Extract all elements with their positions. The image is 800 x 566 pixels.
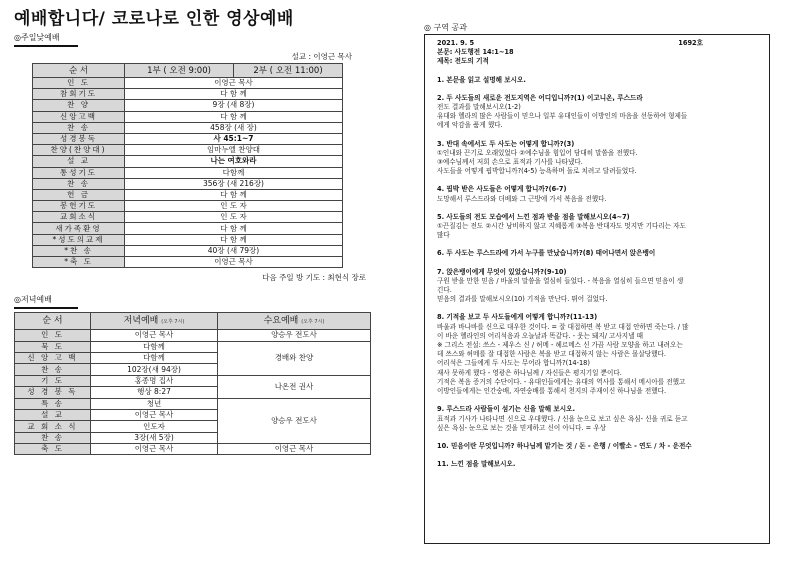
order-value: 인 도 자 — [125, 212, 343, 223]
table-row — [33, 234, 343, 245]
table-row — [33, 201, 343, 212]
study-answer: 바울과 바나바를 신으로 대우한 것이다. = 잘 대접하면 복 받고 대접 안하면 죽는다. / 많 — [437, 322, 689, 331]
table-header-row — [33, 64, 343, 78]
issue-number: 1692호 — [678, 39, 703, 47]
next-week-prayer: 다음 주일 방 기도 : 최현식 장로 — [262, 273, 366, 283]
study-answer: 데 쓰스와 허메를 잘 대접한 사람은 복을 받고 대접하지 않는 사람은 몰살당했다. — [437, 350, 666, 359]
evening-value: 다함께 — [91, 352, 218, 363]
study-question: 10. 믿음이란 무엇입니까? 하나님께 맡기는 것 / 돈 - 은행 / 이빨소 - 연도 / 차 - 운전수 — [437, 441, 692, 450]
order-label: *성도의교제 — [33, 234, 125, 245]
evening-value: 이영근 목사 — [91, 330, 218, 341]
study-answer: 도망해서 루스드라와 더베와 그 근방에 가서 복음을 전했다. — [437, 194, 607, 203]
table-row — [15, 398, 371, 409]
study-question: 7. 앉은뱅이에게 무엇이 있었습니까?(9-10) — [437, 267, 567, 276]
morning-service-table — [32, 63, 343, 268]
study-answer: ③예수님께서 저희 손으로 표적과 기사를 나타냈다. — [437, 158, 583, 167]
table-row — [33, 145, 343, 156]
issue-line — [437, 39, 763, 48]
table-row — [15, 341, 371, 352]
section-divider — [14, 307, 78, 309]
evening-value: 다함께 — [91, 341, 218, 352]
study-answer: 이 바운 헬라인의 어리석음과 오늘날과 똑같다. - 웃는 돼지/ 고사지낼 때 — [437, 331, 644, 340]
table-row — [33, 212, 343, 223]
study-answer: 구원 받을 만한 믿음 / 바울의 말씀을 열심히 들었다. - 복음을 열심히 들으면 믿음이 생 — [437, 276, 684, 285]
order-label: *찬 송 — [33, 245, 125, 256]
order-value: 인 도 자 — [125, 201, 343, 212]
order-value: 356장 (새 216장) — [125, 178, 343, 189]
order-label: 인 도 — [15, 330, 91, 341]
order-value: 다 함 께 — [125, 234, 343, 245]
order-value: 다 함 께 — [125, 89, 343, 100]
order-label: 성 경 봉 독 — [15, 387, 91, 398]
study-box — [424, 34, 770, 544]
bible-study-column — [424, 22, 770, 544]
order-label: 특 송 — [15, 398, 91, 409]
study-answer: 전도 결과를 말해보시오(1-2) — [437, 103, 521, 112]
order-label: 통성기도 — [33, 167, 125, 178]
order-label: 새가족환영 — [33, 223, 125, 234]
evening-value: 이영근 목사 — [91, 444, 218, 455]
study-answer: 긴다. — [437, 286, 452, 295]
study-question: 2. 두 사도들의 새로운 전도지역은 어디입니까?(1) 이고니온, 루스드라 — [437, 93, 643, 102]
order-value: 다 함 께 — [125, 223, 343, 234]
study-answer: 에게 악감을 품게 했다. — [437, 121, 503, 130]
scripture-passage: 본문: 사도행전 14:1~18 — [437, 48, 514, 57]
order-label: 찬 양 — [33, 100, 125, 111]
study-answer: 많다 — [437, 231, 450, 240]
table-row — [33, 156, 343, 167]
order-label: 찬양(찬양대) — [33, 145, 125, 156]
study-question: 8. 기적을 보고 두 사도들에게 어떻게 합니까?(11-13) — [437, 313, 598, 322]
table-header-row — [15, 313, 371, 330]
table-row — [33, 167, 343, 178]
order-label: 찬 송 — [15, 432, 91, 443]
order-label: 성경봉독 — [33, 133, 125, 144]
sermon-subject: 제목: 전도의 기적 — [437, 57, 489, 66]
study-answer: ※ 그리스 전설: 쓰스 - 제우스 신 / 허메 - 헤르메스 신 가끔 사람 모양을 하고 내려오는 — [437, 341, 683, 350]
order-label: 참회기도 — [33, 89, 125, 100]
table-row — [33, 78, 343, 89]
study-answer: ①끈질김는 전도 ②시간 낭비하지 않고 지혜롭게 ③복음 반대자도 멋지만 기다리는 자도 — [437, 222, 686, 231]
study-question: 11. 느낀 점을 말해보시오. — [437, 460, 516, 469]
section-divider — [14, 45, 78, 47]
column-header: 순 서 — [33, 64, 125, 78]
evening-value: 이영근 목사 — [91, 409, 218, 420]
order-label: 봉헌기도 — [33, 201, 125, 212]
order-label: 기 도 — [15, 375, 91, 386]
order-label: 찬 송 — [15, 364, 91, 375]
table-row — [33, 111, 343, 122]
evening-value: 102장(새 94장) — [91, 364, 218, 375]
order-value: 이영근 목사 — [125, 78, 343, 89]
order-label: 신앙고백 — [33, 111, 125, 122]
table-row — [15, 444, 371, 455]
table-row — [33, 100, 343, 111]
order-label: 교 회 소 식 — [15, 421, 91, 432]
section-heading-study: ◎ 구역 공과 — [424, 23, 467, 32]
order-value: 사 45:1~7 — [125, 133, 343, 144]
order-label: 찬 송 — [33, 122, 125, 133]
study-questions — [437, 76, 763, 470]
issue-date: 2021. 9. 5 — [437, 39, 475, 47]
table-row — [33, 257, 343, 268]
study-answer: 믿음의 결과를 말해보시오(10) 기적을 만난다. 뛰어 걸었다. — [437, 295, 608, 304]
order-value: 나는 여호와라 — [125, 156, 343, 167]
order-label: 교회소식 — [33, 212, 125, 223]
table-row — [33, 223, 343, 234]
study-question: 4. 핍박 받은 사도들은 어떻게 합니까?(6-7) — [437, 185, 567, 194]
study-question: 6. 두 사도는 루스드라에 가서 누구를 만났습니까?(8) 태어나면서 앉은뱅이 — [437, 249, 656, 258]
study-answer: 이방인들에게는 인간숭배, 자연숭배를 통해서 천지의 주재이신 하나님을 전했다. — [437, 387, 667, 396]
evening-header: 저녁예배 — [123, 315, 159, 326]
order-label: 신 앙 고 백 — [15, 352, 91, 363]
column-header — [91, 313, 218, 330]
wednesday-time: (오후 7시) — [301, 318, 325, 325]
evening-value: 홍종명 집사 — [91, 375, 218, 386]
order-value: 다함께 — [125, 167, 343, 178]
table-row — [15, 330, 371, 341]
order-value: 40장 (새 79장) — [125, 245, 343, 256]
study-answer: 표적과 기사가 나타나면 신으로 우대했다. / 신을 눈으로 보고 싶은 욕심- 신을 귀로 듣고 — [437, 414, 688, 423]
study-question: 3. 반대 속에서도 두 사도는 어떻게 합니까?(3) — [437, 139, 575, 148]
study-answer: 싶은 욕심- 눈으로 보는 것을 믿게하고 신이 아니다. = 우상 — [437, 423, 606, 432]
study-answer: 재사 못하게 했다 - 영광은 하나님께 / 자신들은 평지기일 뿐이다. — [437, 368, 622, 377]
study-answer: 사도들을 어떻게 핍박합니까?(4-5) 능욕하며 돌로 치려고 달려들었다. — [437, 167, 637, 176]
order-label: 설 교 — [15, 409, 91, 420]
column-header: 2부 ( 오전 11:00) — [234, 64, 343, 78]
table-row — [33, 245, 343, 256]
order-value: 다 함 께 — [125, 111, 343, 122]
table-row — [33, 133, 343, 144]
table-row — [15, 375, 371, 386]
page-title: 예배합니다/ 코로나로 인한 영상예배 — [14, 9, 294, 29]
wednesday-value: 나온전 권사 — [218, 375, 371, 398]
wednesday-header: 수요예배 — [263, 315, 299, 326]
study-question: 5. 사도들의 전도 모습에서 느낀 점과 받을 점을 말해보시오(4~7) — [437, 212, 630, 221]
column-header — [218, 313, 371, 330]
study-answer: 기적은 복음 증거의 수단이다. - 유대인들에게는 유대의 역사를 통해서 메시아를 전했고 — [437, 377, 686, 386]
wednesday-value: 경배와 찬양 — [218, 341, 371, 375]
table-row — [33, 122, 343, 133]
section-heading-morning: ◎주일낮예배 — [14, 33, 60, 42]
order-value: 이영근 목사 — [125, 257, 343, 268]
study-answer: 유대와 헬라의 많은 사람들이 믿으나 일부 유대인들이 이방인의 마음을 선동하여 형제들 — [437, 112, 688, 121]
order-label: 헌 금 — [33, 189, 125, 200]
study-answer: ①인내와 끈기로 오래있었다 ②예수님을 힘입어 담대히 말씀을 전했다. — [437, 148, 638, 157]
order-label: 설 교 — [33, 156, 125, 167]
evening-value: 청년 — [91, 398, 218, 409]
order-value: 9장 (새 8장) — [125, 100, 343, 111]
order-value: 458장 (새 장) — [125, 122, 343, 133]
wednesday-value: 양승우 전도사 — [218, 330, 371, 341]
study-question: 1. 본문을 읽고 설명해 보시오. — [437, 75, 526, 84]
wednesday-value: 이영근 목사 — [218, 444, 371, 455]
evening-service-table — [14, 312, 371, 455]
evening-value: 인도자 — [91, 421, 218, 432]
evening-time: (오후 7시) — [161, 318, 185, 325]
wednesday-value: 양승우 전도사 — [218, 398, 371, 444]
preacher-line: 설교 : 이영근 목사 — [291, 52, 352, 61]
worship-order-column — [14, 6, 386, 455]
evening-value: 3장(새 5장) — [91, 432, 218, 443]
study-question: 9. 루스드라 사람들이 섬기는 신을 말해 보시오. — [437, 405, 576, 414]
order-value: 다 함 께 — [125, 189, 343, 200]
order-label: 인 도 — [33, 78, 125, 89]
order-label: *축 도 — [33, 257, 125, 268]
column-header: 순 서 — [15, 313, 91, 330]
evening-value: 행상 8:27 — [91, 387, 218, 398]
table-row — [33, 89, 343, 100]
table-row — [33, 189, 343, 200]
order-label: 묵 도 — [15, 341, 91, 352]
study-answer: 어리석은 그들에게 두 사도는 무어라 합니까?(14-18) — [437, 359, 590, 368]
section-heading-evening: ◎저녁예배 — [14, 295, 52, 305]
order-label: 축 도 — [15, 444, 91, 455]
order-value: 임마누엘 찬양대 — [125, 145, 343, 156]
table-row — [33, 178, 343, 189]
column-header: 1부 ( 오전 9:00) — [125, 64, 234, 78]
order-label: 찬 송 — [33, 178, 125, 189]
